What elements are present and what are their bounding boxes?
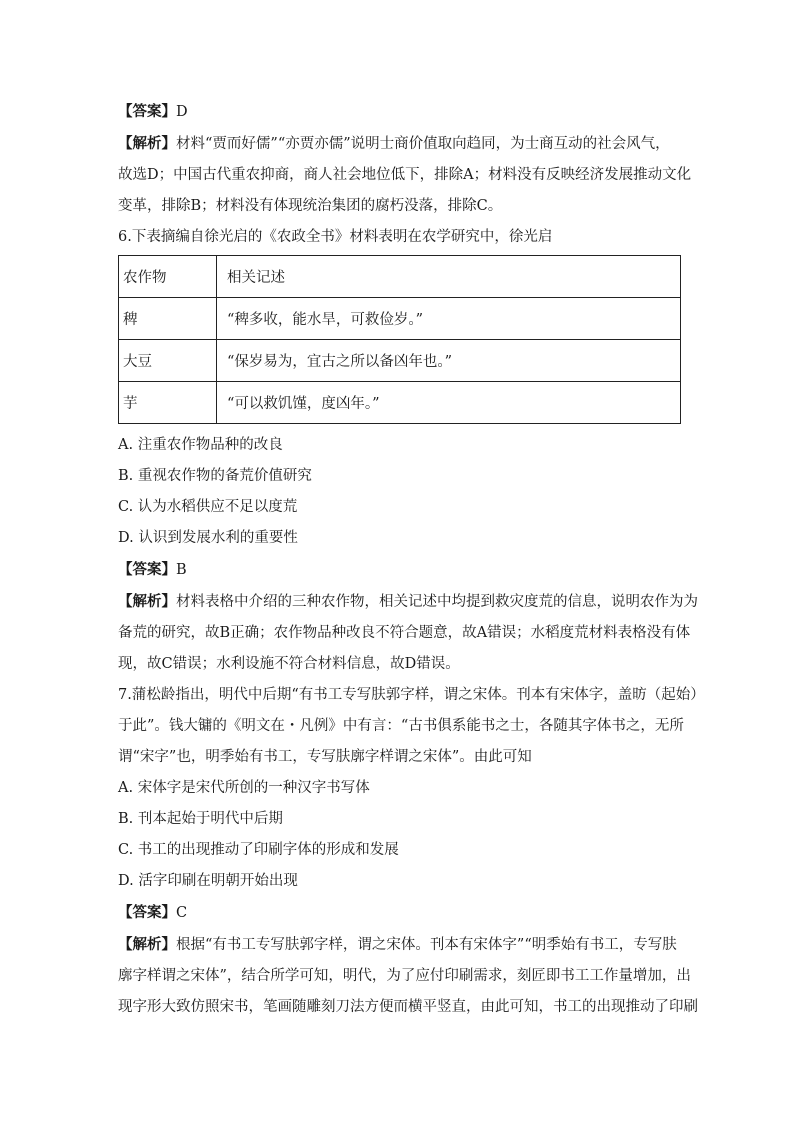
table-cell: “保岁易为，宜古之所以备凶年也。”: [217, 340, 681, 382]
table-cell: 大豆: [119, 340, 217, 382]
q7-option-c: C. 书工的出现推动了印刷字体的形成和发展: [118, 842, 399, 858]
analysis-line: 材料“贾而好儒”“亦贾亦儒”说明士商价值取向趋同，为士商互动的社会风气，: [176, 136, 670, 152]
q7-option-a: A. 宋体字是宋代所创的一种汉字书写体: [118, 780, 370, 796]
q7-option-b: B. 刊本起始于明代中后期: [118, 811, 283, 827]
analysis-line: 材料表格中介绍的三种农作物，相关记述中均提到救灾度荒的信息，说明农作为为: [176, 594, 698, 610]
crop-table: [118, 255, 681, 424]
q6-option-a: A. 注重农作物品种的改良: [118, 437, 283, 453]
table-row: [119, 298, 681, 340]
analysis-tag: 【解析】: [118, 593, 176, 610]
analysis-line: 现，故C错误；水利设施不符合材料信息，故D错误。: [118, 656, 460, 672]
answer-value: B: [176, 562, 187, 578]
analysis-tag: 【解析】: [118, 936, 176, 953]
q5-answer: [118, 96, 678, 128]
table-cell: “可以救饥馑，度凶年。”: [217, 382, 681, 424]
document-page: [118, 96, 705, 1023]
q6-analysis: [118, 586, 698, 680]
analysis-line: 根据“有书工专写肤郭字样，谓之宋体。刊本有宋体字”“明季始有书工，专写肤: [176, 937, 677, 953]
stem-line: 7.蒲松龄指出，明代中后期“有书工专写肤郭字样，谓之宋体。刊本有宋体字，盖昉（起始）: [118, 687, 705, 703]
q7-analysis: [118, 929, 698, 1023]
table-cell: 稗: [119, 298, 217, 340]
analysis-line: 变革，排除B；材料没有体现统治集团的腐朽没落，排除C。: [118, 198, 503, 214]
q6-option-d: D. 认识到发展水利的重要性: [118, 530, 298, 546]
q6-answer: [118, 554, 678, 586]
q5-analysis: [118, 128, 692, 222]
table-header-row: [119, 256, 681, 298]
analysis-line: 现字形大致仿照宋书，笔画随雕刻刀法方便而横平竖直，由此可知，书工的出现推动了印刷: [118, 999, 698, 1015]
answer-tag: 【答案】: [118, 103, 176, 120]
stem-line: 谓“宋字”也，明季始有书工，专写肤廓字样谓之宋体”。由此可知: [118, 749, 532, 765]
q6-option-b: B. 重视农作物的备荒价值研究: [118, 468, 312, 484]
answer-value: D: [176, 104, 188, 120]
q6-option-c: C. 认为水稻供应不足以度荒: [118, 499, 298, 515]
table-cell: “稗多收，能水旱，可救俭岁。”: [217, 298, 681, 340]
q6-stem: 6.下表摘编自徐光启的《农政全书》材料表明在农学研究中，徐光启: [118, 229, 553, 245]
answer-value: C: [176, 905, 188, 921]
analysis-line: 备荒的研究，故B正确；农作物品种改良不符合题意，故A错误；水稻度荒材料表格没有体: [118, 625, 691, 641]
q7-stem: [118, 680, 705, 773]
stem-line: 于此”。钱大镛的《明文在・凡例》中有言：“古书俱系能书之士，各随其字体书之，无所: [118, 718, 684, 734]
q7-answer: [118, 897, 678, 929]
table-cell: 芋: [119, 382, 217, 424]
table-row: [119, 340, 681, 382]
q7-option-d: D. 活字印刷在明朝开始出现: [118, 873, 298, 889]
analysis-tag: 【解析】: [118, 135, 176, 152]
table-header-cell: 相关记述: [217, 256, 681, 298]
table-header-cell: 农作物: [119, 256, 217, 298]
answer-tag: 【答案】: [118, 561, 176, 578]
answer-tag: 【答案】: [118, 904, 176, 921]
analysis-line: 故选D；中国古代重农抑商，商人社会地位低下，排除A；材料没有反映经济发展推动文化: [118, 167, 692, 183]
table-row: [119, 382, 681, 424]
analysis-line: 廓字样谓之宋体”，结合所学可知，明代，为了应付印刷需求，刻匠即书工工作量增加，出: [118, 968, 691, 984]
